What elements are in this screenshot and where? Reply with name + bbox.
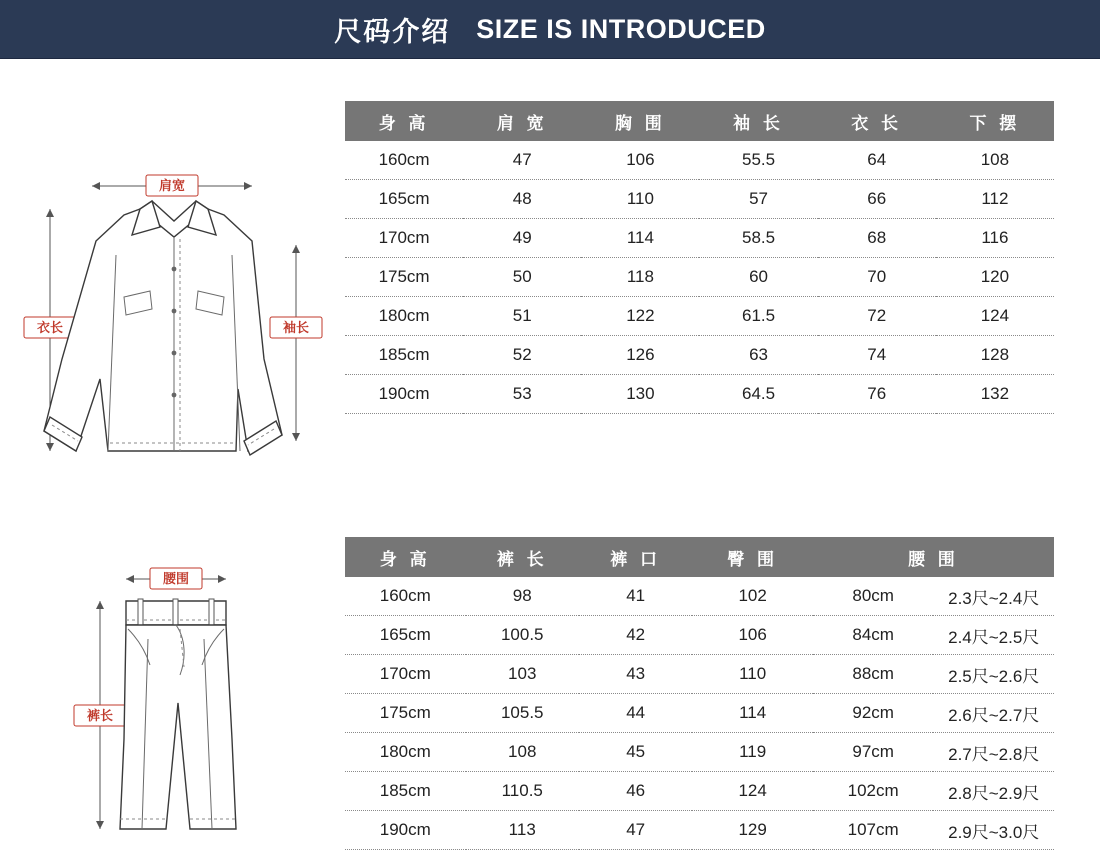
cell-chest: 118 xyxy=(581,258,699,297)
cell-height: 170cm xyxy=(345,219,463,258)
pants-table-wrap xyxy=(345,489,1100,842)
cell-waist-chi: 2.4尺~2.5尺 xyxy=(933,616,1054,655)
cell-pantlength: 100.5 xyxy=(466,616,579,655)
cell-waist-cm: 80cm xyxy=(813,577,934,616)
cell-pantopening: 42 xyxy=(579,616,692,655)
cell-shoulder: 50 xyxy=(463,258,581,297)
pants-illustration xyxy=(0,489,345,838)
cell-height: 190cm xyxy=(345,375,463,414)
cell-pantopening: 47 xyxy=(579,811,692,850)
table-row xyxy=(345,616,1054,655)
label-sleeve: 袖长 xyxy=(282,320,310,335)
cell-hem: 116 xyxy=(936,219,1054,258)
pants-section xyxy=(0,489,1100,842)
cell-shoulder: 51 xyxy=(463,297,581,336)
col-header-hip: 臀 围 xyxy=(692,537,813,577)
cell-height: 160cm xyxy=(345,141,463,180)
cell-waist-chi: 2.5尺~2.6尺 xyxy=(933,655,1054,694)
cell-height: 185cm xyxy=(345,336,463,375)
col-header-pantlength: 裤 长 xyxy=(466,537,579,577)
cell-sleeve: 63 xyxy=(699,336,817,375)
jacket-illustration xyxy=(0,59,345,489)
jacket-size-table xyxy=(345,101,1054,414)
col-header-length: 衣 长 xyxy=(818,101,936,141)
cell-waist-chi: 2.7尺~2.8尺 xyxy=(933,733,1054,772)
table-header-row xyxy=(345,537,1054,577)
cell-height: 175cm xyxy=(345,694,466,733)
jacket-section xyxy=(0,59,1100,489)
label-waist: 腰围 xyxy=(162,571,190,586)
cell-sleeve: 55.5 xyxy=(699,141,817,180)
cell-height: 160cm xyxy=(345,577,466,616)
cell-chest: 106 xyxy=(581,141,699,180)
table-row xyxy=(345,141,1054,180)
cell-shoulder: 47 xyxy=(463,141,581,180)
cell-chest: 122 xyxy=(581,297,699,336)
cell-height: 165cm xyxy=(345,180,463,219)
cell-pantlength: 105.5 xyxy=(466,694,579,733)
cell-waist-chi: 2.6尺~2.7尺 xyxy=(933,694,1054,733)
cell-hip: 129 xyxy=(692,811,813,850)
cell-hem: 108 xyxy=(936,141,1054,180)
col-header-height: 身 高 xyxy=(345,537,466,577)
cell-pantopening: 45 xyxy=(579,733,692,772)
cell-chest: 126 xyxy=(581,336,699,375)
cell-pantlength: 98 xyxy=(466,577,579,616)
cell-pantopening: 44 xyxy=(579,694,692,733)
cell-height: 170cm xyxy=(345,655,466,694)
pants-size-table xyxy=(345,537,1054,850)
cell-hip: 110 xyxy=(692,655,813,694)
cell-length: 74 xyxy=(818,336,936,375)
table-row xyxy=(345,694,1054,733)
table-row xyxy=(345,219,1054,258)
cell-waist-chi: 2.8尺~2.9尺 xyxy=(933,772,1054,811)
cell-chest: 114 xyxy=(581,219,699,258)
cell-hip: 102 xyxy=(692,577,813,616)
table-row xyxy=(345,375,1054,414)
cell-waist-cm: 84cm xyxy=(813,616,934,655)
cell-waist-chi: 2.9尺~3.0尺 xyxy=(933,811,1054,850)
cell-chest: 130 xyxy=(581,375,699,414)
col-header-pantopening: 裤 口 xyxy=(579,537,692,577)
cell-sleeve: 61.5 xyxy=(699,297,817,336)
cell-hem: 120 xyxy=(936,258,1054,297)
cell-length: 70 xyxy=(818,258,936,297)
cell-length: 72 xyxy=(818,297,936,336)
cell-shoulder: 52 xyxy=(463,336,581,375)
cell-hem: 132 xyxy=(936,375,1054,414)
cell-pantopening: 43 xyxy=(579,655,692,694)
cell-hem: 128 xyxy=(936,336,1054,375)
jacket-table-wrap xyxy=(345,59,1100,489)
page-header xyxy=(0,0,1100,59)
cell-shoulder: 49 xyxy=(463,219,581,258)
cell-hip: 124 xyxy=(692,772,813,811)
cell-pantlength: 113 xyxy=(466,811,579,850)
cell-length: 68 xyxy=(818,219,936,258)
table-row xyxy=(345,297,1054,336)
cell-length: 76 xyxy=(818,375,936,414)
label-pant-length: 裤长 xyxy=(86,708,114,723)
table-row xyxy=(345,577,1054,616)
cell-height: 175cm xyxy=(345,258,463,297)
cell-sleeve: 60 xyxy=(699,258,817,297)
col-header-height: 身 高 xyxy=(345,101,463,141)
cell-chest: 110 xyxy=(581,180,699,219)
cell-length: 64 xyxy=(818,141,936,180)
table-row xyxy=(345,180,1054,219)
cell-waist-cm: 97cm xyxy=(813,733,934,772)
table-row xyxy=(345,655,1054,694)
cell-waist-cm: 102cm xyxy=(813,772,934,811)
cell-pantlength: 103 xyxy=(466,655,579,694)
cell-shoulder: 48 xyxy=(463,180,581,219)
cell-length: 66 xyxy=(818,180,936,219)
table-row xyxy=(345,336,1054,375)
cell-hip: 114 xyxy=(692,694,813,733)
cell-sleeve: 64.5 xyxy=(699,375,817,414)
col-header-chest: 胸 围 xyxy=(581,101,699,141)
cell-sleeve: 58.5 xyxy=(699,219,817,258)
col-header-waist: 腰 围 xyxy=(813,537,1054,577)
cell-height: 165cm xyxy=(345,616,466,655)
content-area xyxy=(0,59,1100,842)
jacket-figure xyxy=(0,59,345,489)
cell-waist-cm: 107cm xyxy=(813,811,934,850)
col-header-sleeve: 袖 长 xyxy=(699,101,817,141)
label-length: 衣长 xyxy=(36,320,64,335)
col-header-hem: 下 摆 xyxy=(936,101,1054,141)
col-header-shoulder: 肩 宽 xyxy=(463,101,581,141)
cell-pantopening: 46 xyxy=(579,772,692,811)
table-row xyxy=(345,772,1054,811)
table-header-row xyxy=(345,101,1054,141)
cell-hem: 124 xyxy=(936,297,1054,336)
cell-shoulder: 53 xyxy=(463,375,581,414)
page-title-en: SIZE IS INTRODUCED xyxy=(476,13,766,44)
table-row xyxy=(345,258,1054,297)
cell-pantopening: 41 xyxy=(579,577,692,616)
cell-height: 180cm xyxy=(345,297,463,336)
cell-hip: 119 xyxy=(692,733,813,772)
cell-hem: 112 xyxy=(936,180,1054,219)
label-shoulder: 肩宽 xyxy=(158,178,186,193)
cell-height: 190cm xyxy=(345,811,466,850)
cell-height: 185cm xyxy=(345,772,466,811)
cell-pantlength: 108 xyxy=(466,733,579,772)
cell-sleeve: 57 xyxy=(699,180,817,219)
pants-figure xyxy=(0,489,345,838)
cell-waist-chi: 2.3尺~2.4尺 xyxy=(933,577,1054,616)
cell-pantlength: 110.5 xyxy=(466,772,579,811)
cell-waist-cm: 88cm xyxy=(813,655,934,694)
table-row xyxy=(345,733,1054,772)
table-row xyxy=(345,811,1054,850)
cell-height: 180cm xyxy=(345,733,466,772)
cell-hip: 106 xyxy=(692,616,813,655)
page-title-cn: 尺码介绍 xyxy=(334,16,451,47)
cell-waist-cm: 92cm xyxy=(813,694,934,733)
